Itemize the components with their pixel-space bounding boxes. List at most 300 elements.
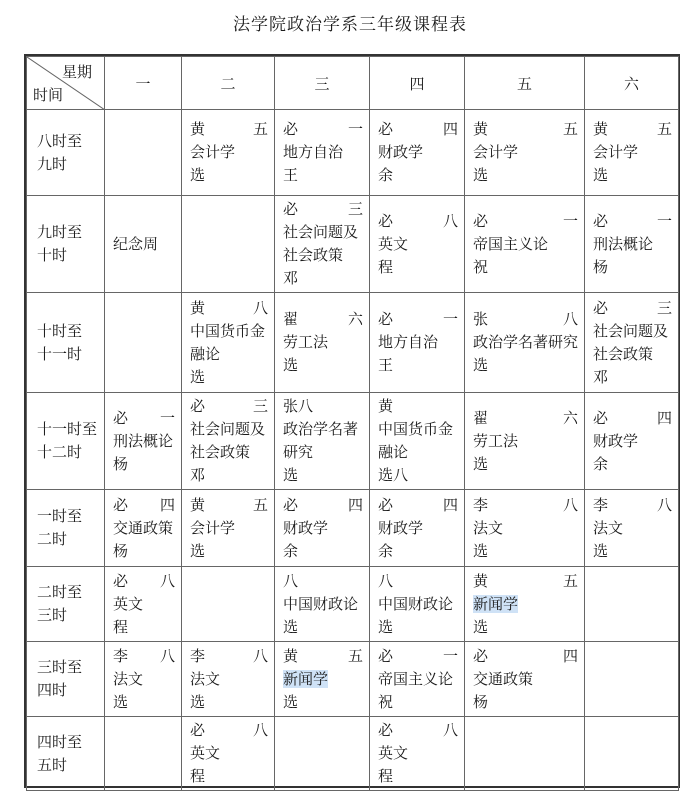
course-cell: [275, 642, 370, 717]
time-slot-label: 二时至: [37, 583, 83, 601]
table-row: [27, 642, 679, 717]
day-header-2: 二: [182, 57, 275, 110]
course-text: 交通政策: [473, 669, 534, 688]
course-text: 英文: [378, 234, 409, 253]
corner-time-label: 时间: [33, 86, 64, 104]
course-cell: [370, 293, 465, 393]
time-slot-label: 三时至: [37, 658, 83, 676]
course-credit: 八: [159, 571, 175, 590]
course-text-line: [473, 453, 578, 476]
course-text-line: [593, 540, 672, 563]
course-header-line: [378, 719, 458, 742]
course-cell: [182, 110, 275, 196]
time-slot-label: 五时: [37, 755, 68, 774]
course-credit: 一: [347, 120, 363, 138]
course-credit: 五: [562, 120, 578, 138]
course-cell: [275, 717, 370, 791]
course-text-line: [378, 765, 458, 788]
time-slot-label: 十时: [37, 246, 68, 264]
course-text: 选: [473, 356, 489, 374]
course-text-line: [113, 453, 175, 476]
course-text-line: [473, 141, 578, 164]
course-text: 选: [283, 356, 299, 374]
course-header-line: [378, 210, 458, 233]
course-header-line: [190, 719, 268, 742]
time-slot-label: 九时: [37, 154, 68, 173]
course-credit: 六: [562, 408, 578, 427]
course-text: 融论: [190, 344, 221, 363]
header-row: [27, 57, 679, 110]
course-text: 王: [378, 356, 394, 374]
course-tag: 张八: [283, 397, 314, 415]
course-text-line: [378, 233, 458, 256]
time-slot-cell: [27, 393, 105, 490]
course-text-line: [190, 164, 268, 187]
course-text: 选: [593, 541, 609, 560]
course-text-line: [190, 540, 268, 563]
time-slot-cell: [27, 490, 105, 567]
course-text-line: [473, 593, 578, 616]
course-credit: 三: [252, 397, 268, 415]
course-text: 财政学: [283, 518, 329, 537]
course-text: 选: [593, 166, 609, 184]
course-text-line: [190, 517, 268, 540]
course-text: 财政学: [378, 518, 424, 537]
course-cell: [105, 196, 182, 293]
day-header-4: 四: [370, 57, 465, 110]
course-header-line: [473, 210, 578, 233]
course-cell: [370, 717, 465, 791]
course-text-line: [473, 517, 578, 540]
course-tag: 必: [378, 310, 394, 328]
course-cell: [465, 196, 585, 293]
course-text: 财政学: [378, 143, 424, 161]
course-text-line: [113, 593, 175, 616]
time-slot-label: 十时至: [37, 321, 83, 340]
course-text: 法文: [473, 518, 504, 537]
course-header-line: [283, 494, 363, 517]
course-cell: [465, 490, 585, 567]
course-cell: [275, 293, 370, 393]
course-text-line: [283, 244, 363, 267]
course-tag: 黄: [283, 646, 299, 665]
table-row: [27, 490, 679, 567]
course-text: 选: [190, 367, 206, 386]
course-text: 邓: [593, 367, 609, 386]
course-credit: 八: [252, 298, 268, 317]
course-tag: 黄: [473, 120, 489, 138]
course-text: 选: [473, 454, 489, 473]
course-text: 选: [473, 617, 489, 636]
day-header-3: 三: [275, 57, 370, 110]
course-credit: 五: [656, 120, 672, 138]
course-header-line: [113, 645, 175, 668]
course-tag: 必: [283, 495, 299, 514]
table-row: [27, 110, 679, 196]
course-header-line: [283, 118, 363, 141]
course-text: 选: [473, 541, 489, 560]
course-cell: [370, 393, 465, 490]
course-text-line: [190, 320, 268, 343]
course-header-line: [283, 395, 363, 418]
course-text-line: [473, 354, 578, 377]
course-text: 会计学: [190, 143, 236, 161]
course-text-line: [378, 256, 458, 279]
course-credit: 五: [562, 571, 578, 590]
course-header-line: [378, 395, 458, 418]
course-text: 社会问题及: [283, 223, 359, 241]
course-text: 余: [593, 454, 609, 473]
table-row: [27, 567, 679, 642]
course-text-line: [190, 418, 268, 441]
time-slot-label: 九时至: [37, 223, 83, 241]
schedule-body: [27, 110, 679, 791]
course-text: 法文: [113, 669, 144, 688]
course-text-line: [283, 691, 363, 714]
course-text: 选: [473, 166, 489, 184]
course-text: 余: [283, 541, 299, 560]
course-text: 杨: [113, 541, 129, 560]
course-credit: 五: [347, 646, 363, 665]
table-row: [27, 196, 679, 293]
course-text-line: [473, 430, 578, 453]
course-cell: [105, 490, 182, 567]
time-slot-label: 十二时: [37, 443, 83, 461]
time-slot-cell: [27, 196, 105, 293]
course-tag: 必: [473, 646, 489, 665]
course-text: 选: [190, 166, 206, 184]
time-slot-label: 四时至: [37, 732, 83, 751]
course-credit: 四: [442, 120, 458, 138]
course-header-line: [593, 297, 672, 320]
course-text-line: [283, 540, 363, 563]
course-text-line: [283, 593, 363, 616]
time-slot-cell: [27, 567, 105, 642]
course-credit: 四: [562, 646, 578, 665]
course-text-line: [378, 418, 458, 441]
course-header-line: [378, 494, 458, 517]
course-text: 地方自治: [378, 333, 439, 351]
time-slot-label: 四时: [37, 681, 68, 699]
course-text-line: [593, 430, 672, 453]
course-tag: 黄: [190, 120, 206, 138]
course-text: 帝国主义论: [378, 669, 454, 688]
course-cell: [105, 717, 182, 791]
course-text: 杨: [593, 257, 609, 276]
course-text: 选: [283, 466, 299, 484]
course-text: 英文: [378, 744, 409, 762]
course-text-line: [593, 256, 672, 279]
course-header-line: [190, 395, 268, 418]
course-text: 会计学: [473, 143, 519, 161]
course-cell: [465, 293, 585, 393]
course-text-line: [378, 331, 458, 354]
course-tag: 必: [283, 200, 299, 218]
course-text-line: [283, 354, 363, 377]
course-header-line: [113, 494, 175, 517]
course-credit: 四: [159, 495, 175, 514]
course-text: 选: [378, 617, 394, 636]
course-text-line: [283, 331, 363, 354]
course-tag: 李: [190, 646, 206, 665]
time-slot-label: 二时: [37, 530, 68, 548]
course-tag: 必: [190, 397, 206, 415]
course-text: 程: [190, 767, 206, 785]
course-tag: 必: [593, 298, 609, 317]
course-header-line: [378, 308, 458, 331]
course-text-line: [283, 441, 363, 464]
course-cell: [585, 567, 679, 642]
course-text: 劳工法: [283, 333, 329, 351]
course-tag: 黄: [473, 571, 489, 590]
course-tag: 李: [593, 495, 609, 514]
course-text: 社会政策: [283, 246, 344, 264]
course-tag: 八: [283, 571, 299, 590]
course-cell: [105, 293, 182, 393]
course-tag: 必: [473, 211, 489, 230]
course-credit: 八: [442, 721, 458, 739]
course-text-line: [593, 164, 672, 187]
course-header-line: [190, 645, 268, 668]
course-credit: 一: [562, 211, 578, 230]
course-text: 交通政策: [113, 518, 174, 537]
course-text: 社会问题及: [593, 321, 669, 340]
course-header-line: [593, 118, 672, 141]
course-text-line: [190, 366, 268, 389]
course-text-line: [190, 464, 268, 487]
time-slot-label: 十一时: [37, 344, 83, 363]
course-text-line: [190, 343, 268, 366]
course-header-line: [283, 308, 363, 331]
course-credit: 六: [347, 310, 363, 328]
course-text-line: [378, 164, 458, 187]
course-cell: [465, 110, 585, 196]
course-tag: 李: [113, 646, 129, 665]
course-text-line: [190, 691, 268, 714]
course-text-line: [378, 540, 458, 563]
course-credit: 四: [656, 408, 672, 427]
course-text: 选: [190, 692, 206, 711]
day-header-5: 五: [465, 57, 585, 110]
course-text-line: [283, 517, 363, 540]
course-text: 选八: [378, 466, 409, 484]
time-slot-cell: [27, 293, 105, 393]
day-header-6: 六: [585, 57, 679, 110]
course-cell: [275, 567, 370, 642]
course-text-line: [378, 593, 458, 616]
course-text-line: [283, 164, 363, 187]
course-text-line: [113, 616, 175, 639]
course-header-line: [473, 645, 578, 668]
course-text: 中国财政论: [283, 594, 359, 613]
course-text: 程: [378, 767, 394, 785]
course-cell: [182, 642, 275, 717]
course-header-line: [378, 645, 458, 668]
course-credit: 四: [347, 495, 363, 514]
course-header-line: [113, 407, 175, 430]
course-header-line: [593, 210, 672, 233]
course-tag: 必: [378, 495, 394, 514]
course-tag: 翟: [283, 310, 299, 328]
course-tag: 黄: [190, 495, 206, 514]
course-credit: 八: [252, 721, 268, 739]
course-tag: 必: [113, 408, 129, 427]
course-text-line: [593, 366, 672, 389]
course-text-line: [283, 267, 363, 290]
course-tag: 必: [378, 721, 394, 739]
course-cell: [182, 567, 275, 642]
course-header-line: [473, 118, 578, 141]
course-text-line: [378, 464, 458, 487]
course-text: 刑法概论: [593, 234, 654, 253]
corner-cell: [27, 57, 105, 110]
course-cell: [105, 567, 182, 642]
course-text-line: [593, 141, 672, 164]
course-cell: [465, 642, 585, 717]
course-text-line: [378, 354, 458, 377]
day-header-1: 一: [105, 57, 182, 110]
course-cell: [182, 293, 275, 393]
course-credit: 一: [159, 408, 175, 427]
course-cell: [585, 717, 679, 791]
course-credit: 三: [656, 298, 672, 317]
course-cell: [585, 196, 679, 293]
time-slot-cell: [27, 642, 105, 717]
course-text-line: [378, 517, 458, 540]
course-tag: 必: [283, 120, 299, 138]
course-credit: 八: [442, 211, 458, 230]
course-text: 帝国主义论: [473, 234, 549, 253]
course-cell: [585, 490, 679, 567]
course-text: 英文: [113, 594, 144, 613]
course-text-line: [473, 233, 578, 256]
course-text-line: [113, 691, 175, 714]
course-text: 新闻学: [473, 594, 519, 613]
course-text: 祝: [378, 692, 394, 711]
course-text: 选: [283, 617, 299, 636]
course-text: 选: [283, 692, 299, 711]
course-cell: [275, 110, 370, 196]
course-header-line: [593, 407, 672, 430]
course-text: 地方自治: [283, 143, 344, 161]
course-tag: 翟: [473, 408, 489, 427]
course-cell: [370, 642, 465, 717]
course-text: 刑法概论: [113, 431, 174, 450]
course-text: 研究: [283, 443, 314, 461]
time-slot-cell: [27, 717, 105, 791]
course-text-line: [473, 164, 578, 187]
course-text: 社会政策: [593, 344, 654, 363]
course-text-line: [113, 540, 175, 563]
time-slot-label: 一时至: [37, 507, 83, 525]
course-text: 社会政策: [190, 443, 251, 461]
course-cell: [370, 110, 465, 196]
course-text-line: [283, 221, 363, 244]
time-slot-label: 八时至: [37, 131, 83, 150]
course-text-line: [473, 256, 578, 279]
course-tag: 黄: [378, 397, 394, 415]
course-text-line: [113, 430, 175, 453]
course-text: 政治学名著研究: [473, 333, 579, 351]
course-header-line: [473, 407, 578, 430]
course-text-line: [190, 668, 268, 691]
course-text-line: [190, 141, 268, 164]
course-text-line: [378, 668, 458, 691]
time-slot-label: 十一时至: [37, 420, 98, 438]
course-text: 英文: [190, 744, 221, 762]
course-cell: [105, 110, 182, 196]
course-text-line: [593, 343, 672, 366]
course-cell: [182, 196, 275, 293]
course-text: 杨: [473, 692, 489, 711]
course-text-line: [378, 691, 458, 714]
course-text: 政治学名著: [283, 420, 359, 438]
course-text: 会计学: [593, 143, 639, 161]
table-row: [27, 393, 679, 490]
corner-weekday-label: 星期: [61, 63, 92, 81]
course-credit: 四: [442, 495, 458, 514]
course-text-line: [190, 765, 268, 788]
course-text: 新闻学: [283, 669, 329, 688]
course-text-line: [190, 742, 268, 765]
course-tag: 必: [378, 646, 394, 665]
course-header-line: [473, 308, 578, 331]
course-cell: [585, 642, 679, 717]
course-header-line: [473, 494, 578, 517]
course-text: 融论: [378, 443, 409, 461]
course-header-line: [378, 570, 458, 593]
course-cell: [182, 490, 275, 567]
course-header-line: [378, 118, 458, 141]
course-cell: [370, 196, 465, 293]
course-text: 财政学: [593, 431, 639, 450]
course-text: 法文: [593, 518, 624, 537]
course-credit: 八: [159, 646, 175, 665]
course-text: 选: [190, 541, 206, 560]
course-cell: [275, 393, 370, 490]
course-header-line: [283, 570, 363, 593]
schedule-table: [24, 54, 680, 788]
course-text-line: [283, 418, 363, 441]
course-text-line: [473, 616, 578, 639]
course-header-line: [283, 198, 363, 221]
course-text-line: [473, 331, 578, 354]
course-text: 余: [378, 166, 394, 184]
course-header-line: [113, 570, 175, 593]
course-cell: [182, 717, 275, 791]
course-text-line: [593, 233, 672, 256]
course-tag: 李: [473, 495, 489, 514]
course-header-line: [593, 494, 672, 517]
course-credit: 五: [252, 495, 268, 514]
course-header-line: [473, 570, 578, 593]
course-tag: 张: [473, 310, 489, 328]
course-header-line: [190, 494, 268, 517]
course-text: 社会问题及: [190, 420, 266, 438]
course-credit: 一: [442, 310, 458, 328]
course-text-line: [283, 141, 363, 164]
course-tag: 必: [113, 571, 129, 590]
course-cell: [585, 110, 679, 196]
table-row: [27, 717, 679, 791]
course-tag: 必: [378, 120, 394, 138]
course-tag: 黄: [593, 120, 609, 138]
course-credit: 八: [562, 495, 578, 514]
course-text-line: [378, 141, 458, 164]
course-tag: 纪念周: [113, 234, 159, 253]
course-cell: [105, 393, 182, 490]
course-header-line: [283, 645, 363, 668]
